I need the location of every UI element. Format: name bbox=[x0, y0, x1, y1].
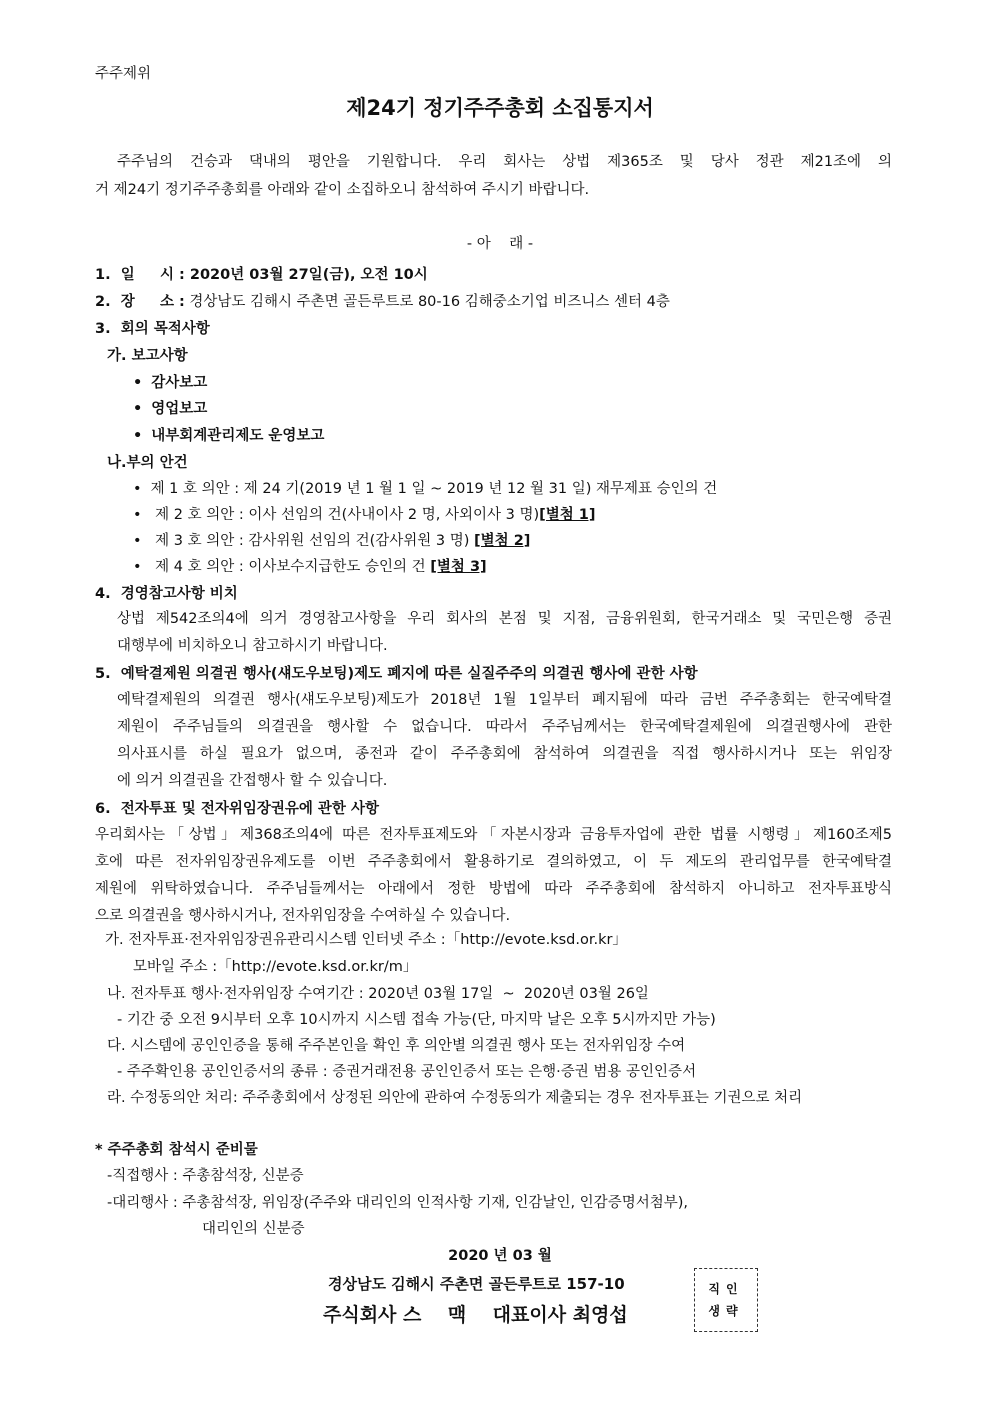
agenda-item-3-text: 제 3 호 의안 : 감사위원 선임의 건(감사위원 3 명) bbox=[155, 533, 470, 549]
evote-address: 가. 전자투표·전자위임장권유관리시스템 인터넷 주소 :「http://evote.ksd.or.kr」 bbox=[105, 932, 627, 948]
preparation-proxy-2: 대리인의 신분증 bbox=[202, 1221, 305, 1237]
item-place bbox=[95, 292, 670, 312]
evote-auth: 다. 시스템에 공인인증을 통해 주주본인을 확인 후 의안별 의결권 행사 또는 전자위임장 수여 bbox=[107, 1038, 686, 1054]
intro-line-2: 거 제24기 정기주주총회를 아래와 같이 소집하오니 참석하여 주시기 바랍니다. bbox=[95, 182, 590, 198]
intro-line-1: 주주님의 건승과 댁내의 평안을 기원합니다. 우리 회사는 상법 제365조 및 당사 정관 제21조에 의 bbox=[117, 154, 892, 170]
seal-omitted-stamp bbox=[694, 1268, 758, 1332]
item-evote-line-1: 우리회사는「상법」제368조의4에 따른 전자투표제도와「자본시장과 금융투자업에 관한 법률 시행령」제160조제5 bbox=[95, 827, 892, 843]
evote-mobile-address: 모바일 주소 :「http://evote.ksd.or.kr/m」 bbox=[133, 959, 418, 975]
attachment-ref-3: [별첨 3] bbox=[430, 559, 487, 575]
item-evote-line-3: 제원에 위탁하였습니다. 주주님들께서는 아래에서 정한 방법에 따라 주주총회에 참석하지 아니하고 전자투표방식 bbox=[95, 881, 892, 897]
report-item: • 내부회계관리제도 운영보고 bbox=[133, 426, 324, 446]
item-agenda-heading: 3. 회의 목적사항 bbox=[95, 321, 210, 337]
report-heading: 가. 보고사항 bbox=[107, 348, 188, 364]
evote-auth-note: - 주주확인용 공인인증서의 종류 : 증권거래전용 공인인증서 또는 은행·증권 범용 공인인증서 bbox=[117, 1064, 697, 1080]
footer-address: 경상남도 김해시 주촌면 골든루트로 157-10 bbox=[328, 1275, 625, 1293]
preparation-proxy: -대리행사 : 주총참석장, 위임장(주주와 대리인의 인적사항 기재, 인감날인, 인감증명서첨부), bbox=[107, 1195, 688, 1211]
stamp-line-2: 생략 bbox=[708, 1304, 744, 1318]
item-reference-line-2: 대행부에 비치하오니 참고하시기 바랍니다. bbox=[117, 638, 388, 654]
attachment-ref-1: [별첨 1] bbox=[539, 507, 596, 523]
report-item: • 감사보고 bbox=[133, 373, 207, 393]
item-shadow-voting-line-3: 의사표시를 하실 필요가 없으며, 종전과 같이 주주총회에 참석하여 의결권을 직접 행사하시거나 또는 위임장 bbox=[117, 746, 892, 762]
stamp-line-1: 직인 bbox=[708, 1282, 744, 1296]
item-date-label: 1. 일 시 : bbox=[95, 267, 185, 283]
item-shadow-voting-line-4: 에 의거 의결권을 간접행사 할 수 있습니다. bbox=[117, 773, 388, 789]
item-place-label: 2. 장 소 : bbox=[95, 294, 185, 310]
agenda-heading: 나.부의 안건 bbox=[107, 455, 188, 471]
preparation-direct: -직접행사 : 주총참석장, 신분증 bbox=[107, 1168, 304, 1184]
below-heading: - 아 래 - bbox=[466, 236, 534, 252]
footer-date: 2020 년 03 월 bbox=[448, 1248, 552, 1264]
agenda-item-2 bbox=[133, 505, 596, 525]
evote-amendment: 라. 수정동의안 처리: 주주총회에서 상정된 의안에 관하여 수정동의가 제출되는 경우 전자투표는 기권으로 처리 bbox=[107, 1090, 803, 1106]
evote-period: 나. 전자투표 행사·전자위임장 수여기간 : 2020년 03월 17일 ~ 2020년 03월 26일 bbox=[107, 986, 649, 1002]
report-item: • 영업보고 bbox=[133, 399, 207, 419]
salutation: 주주제위 bbox=[95, 66, 152, 82]
document-title: 제24기 정기주주총회 소집통지서 bbox=[346, 96, 654, 120]
item-evote-line-4: 으로 의결권을 행사하시거나, 전자위임장을 수여하실 수 있습니다. bbox=[95, 908, 511, 924]
item-date-value: 2020년 03월 27일(금), 오전 10시 bbox=[189, 267, 428, 283]
agenda-item-4 bbox=[133, 557, 487, 577]
preparation-heading: * 주주총회 참석시 준비물 bbox=[95, 1142, 258, 1158]
item-shadow-voting-line-2: 제원이 주주님들의 의결권을 행사할 수 없습니다. 따라서 주주님께서는 한국예탁결제원에 의결권행사에 관한 bbox=[117, 719, 892, 735]
evote-period-note: - 기간 중 오전 9시부터 오후 10시까지 시스템 접속 가능(단, 마지막 날은 오후 5시까지만 가능) bbox=[117, 1012, 716, 1028]
agenda-item-3 bbox=[133, 531, 530, 551]
item-evote-line-2: 호에 따른 전자위임장권유제도를 이번 주주총회에서 활용하기로 결의하였고, 이 두 제도의 관리업무를 한국예탁결 bbox=[95, 854, 892, 870]
footer-company: 주식회사 스 맥 대표이사 최영섭 bbox=[323, 1304, 628, 1326]
item-reference-heading: 4. 경영참고사항 비치 bbox=[95, 586, 238, 602]
item-shadow-voting-heading: 5. 예탁결제원 의결권 행사(섀도우보팅)제도 폐지에 따른 실질주주의 의결권 행사에 관한 사항 bbox=[95, 666, 698, 682]
attachment-ref-2: [별첨 2] bbox=[474, 533, 531, 549]
item-evote-heading: 6. 전자투표 및 전자위임장권유에 관한 사항 bbox=[95, 801, 380, 817]
agenda-item-4-text: 제 4 호 의안 : 이사보수지급한도 승인의 건 bbox=[155, 559, 426, 575]
item-reference-line-1: 상법 제542조의4에 의거 경영참고사항을 우리 회사의 본점 및 지점, 금융위원회, 한국거래소 및 국민은행 증권 bbox=[117, 611, 892, 627]
item-place-value: 경상남도 김해시 주촌면 골든루트로 80-16 김해중소기업 비즈니스 센터 4층 bbox=[189, 294, 670, 310]
agenda-item-1: • 제 1 호 의안 : 제 24 기(2019 년 1 월 1 일 ~ 2019 년 12 월 31 일) 재무제표 승인의 건 bbox=[133, 479, 717, 499]
agenda-item-2-text: 제 2 호 의안 : 이사 선임의 건(사내이사 2 명, 사외이사 3 명) bbox=[155, 507, 540, 523]
item-shadow-voting-line-1: 예탁결제원의 의결권 행사(섀도우보팅)제도가 2018년 1월 1일부터 폐지됨에 따라 금번 주주총회는 한국예탁결 bbox=[117, 692, 892, 708]
item-date bbox=[95, 265, 428, 285]
